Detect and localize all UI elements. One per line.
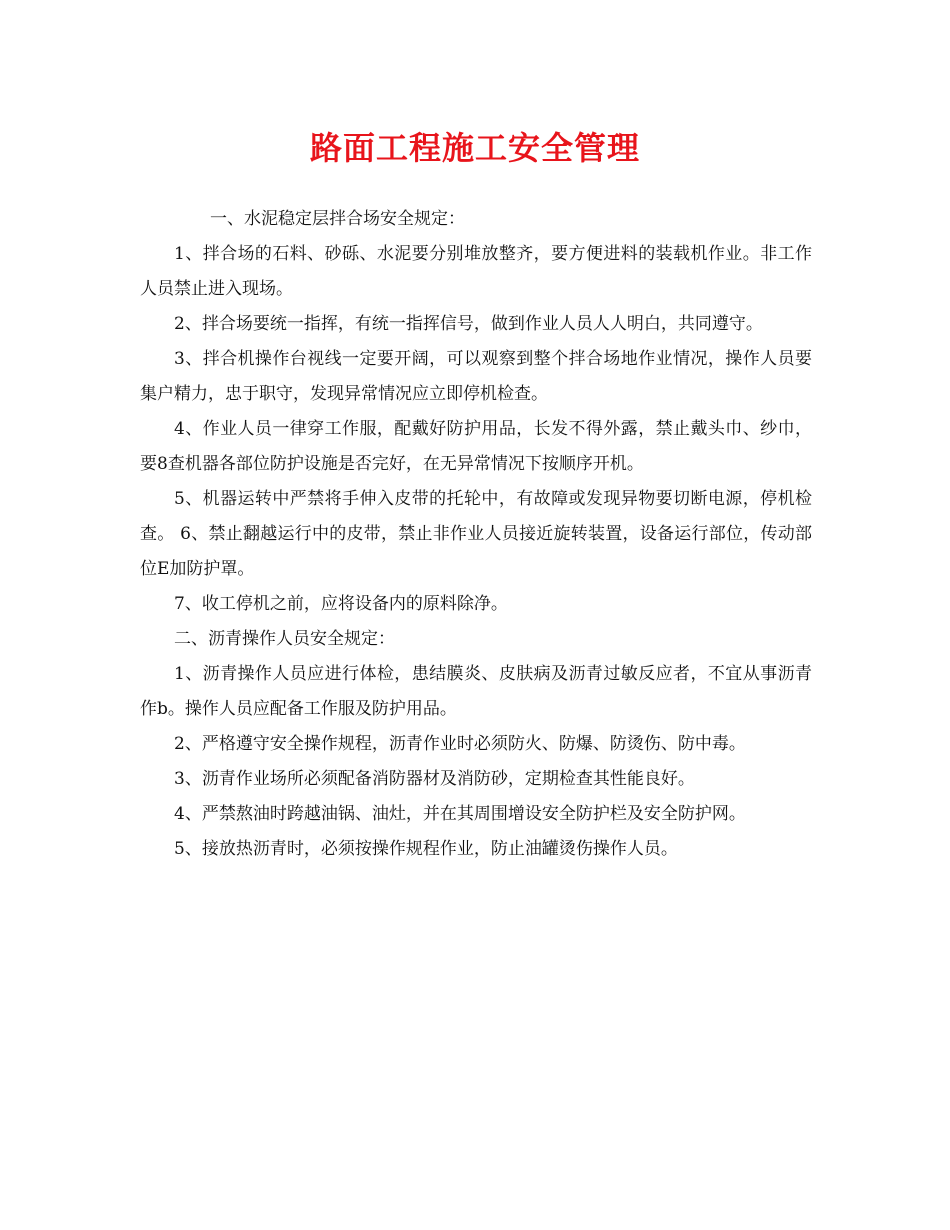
section-heading-asphalt: 二、沥青操作人员安全规定： <box>174 629 395 649</box>
paragraph: 5、接放热沥青时，必须按操作规程作业，防止油罐烫伤操作人员。 <box>174 839 678 859</box>
section-heading-cement: 一、水泥稳定层拌合场安全规定： <box>210 209 465 229</box>
paragraph: 4、作业人员一律穿工作服，配戴好防护用品，长发不得外露，禁止戴头巾、纱巾，要8查机器各部位防护设施是否完好，在无异常情况下按顺序开机。 <box>140 419 812 474</box>
paragraph: 2、拌合场要统一指挥，有统一指挥信号，做到作业人员人人明白，共同遵守。 <box>174 314 763 334</box>
paragraph: 1、拌合场的石料、砂砾、水泥要分别堆放整齐，要方便进料的装载机作业。非工作人员禁止进入现场。 <box>140 244 812 299</box>
paragraph: 3、拌合机操作台视线一定要开阔，可以观察到整个拌合场地作业情况，操作人员要集户精力，忠于职守，发现异常情况应立即停机检查。 <box>140 349 812 404</box>
paragraph: 5、机器运转中严禁将手伸入皮带的托轮中，有故障或发现异物要切断电源，停机检查。 6、禁止翻越运行中的皮带，禁止非作业人员接近旋转装置，设备运行部位，传动部位E加防护罩。 <box>140 489 812 579</box>
document-title: 路面工程施工安全管理 <box>309 129 640 167</box>
paragraph: 2、严格遵守安全操作规程，沥青作业时必须防火、防爆、防烫伤、防中毒。 <box>174 734 746 754</box>
paragraph: 1、沥青操作人员应进行体检，患结膜炎、皮肤病及沥青过敏反应者，不宜从事沥青作b。操作人员应配备工作服及防护用品。 <box>140 664 812 719</box>
paragraph: 3、沥青作业场所必须配备消防器材及消防砂，定期检查其性能良好。 <box>174 769 695 789</box>
document-body <box>140 202 812 867</box>
paragraph: 4、严禁熬油时跨越油锅、油灶，并在其周围增设安全防护栏及安全防护网。 <box>174 804 746 824</box>
paragraph: 7、收工停机之前，应将设备内的原料除净。 <box>174 594 508 614</box>
